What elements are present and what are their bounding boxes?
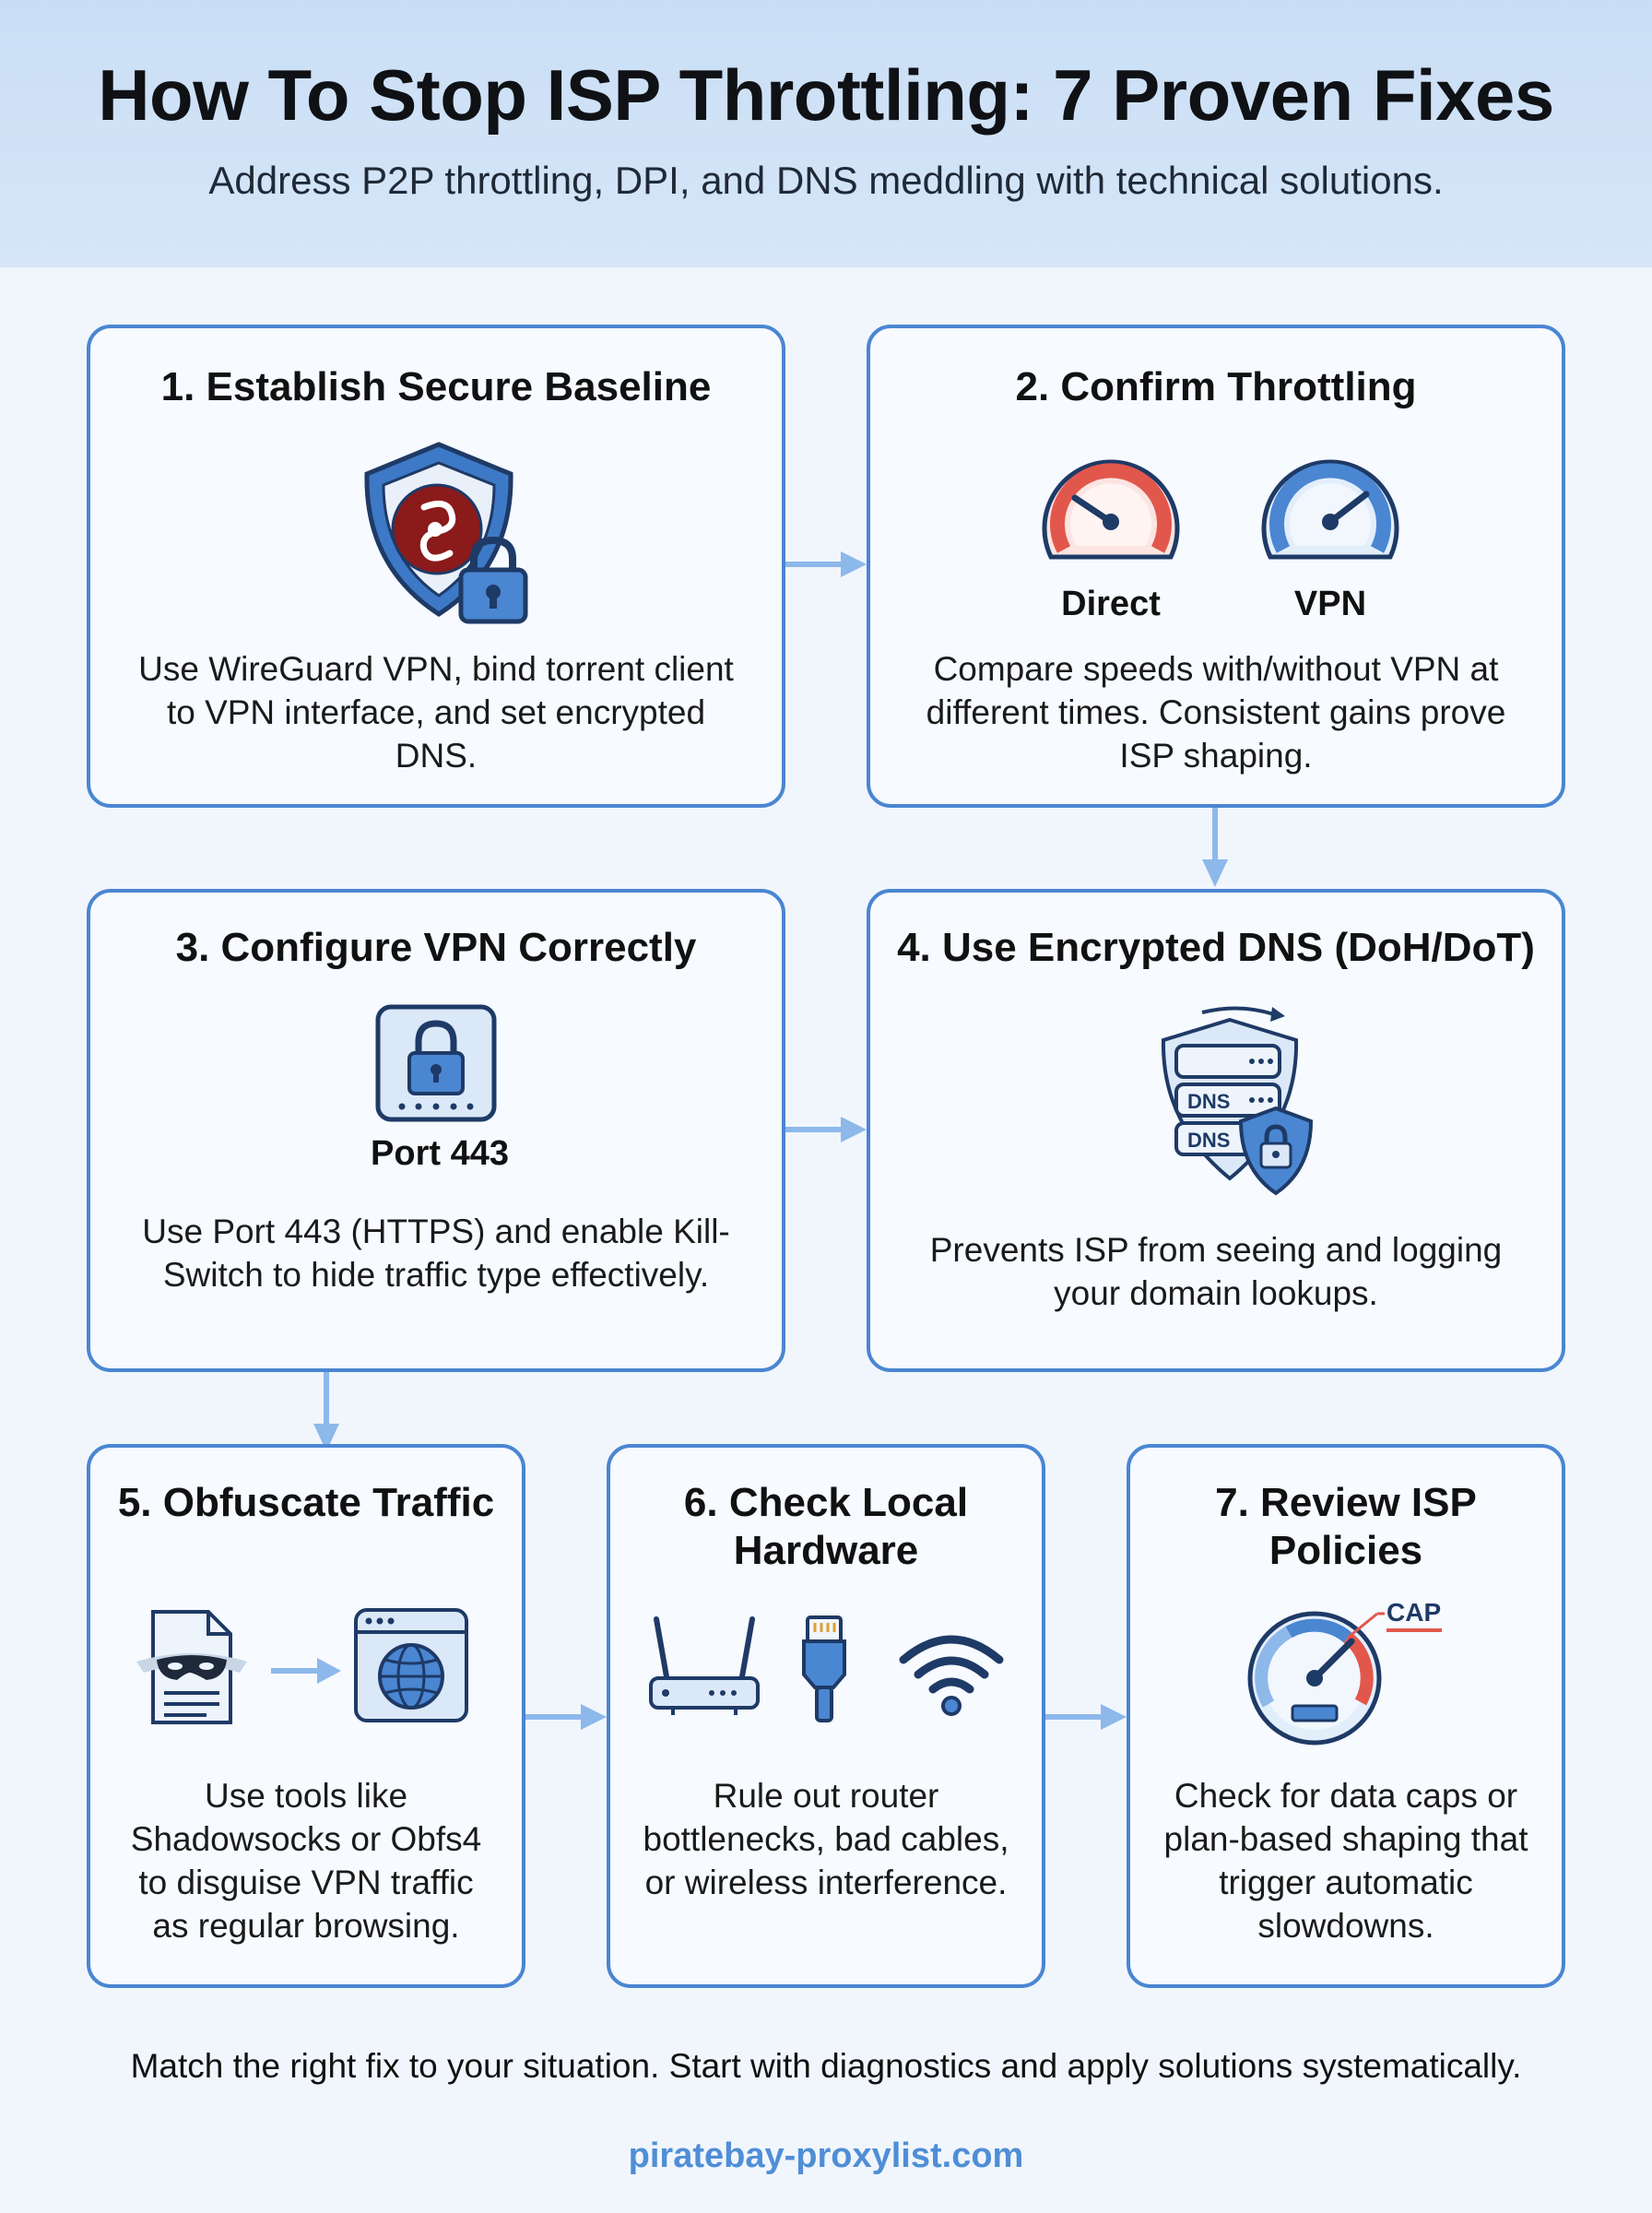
locked-port-icon bbox=[374, 1003, 498, 1123]
step-4-description: Prevents ISP from seeing and logging your domain lookups. bbox=[929, 1231, 1503, 1312]
step-3-description: Use Port 443 (HTTPS) and enable Kill-Switch to hide traffic type effectively. bbox=[142, 1213, 730, 1294]
step-1-description: Use WireGuard VPN, bind torrent client to VPN interface, and set encrypted DNS. bbox=[138, 650, 734, 775]
ethernet-cable-icon bbox=[796, 1614, 852, 1724]
step-card-2 bbox=[867, 325, 1565, 808]
step-6-description: Rule out router bottlenecks, bad cables, or wireless interference. bbox=[643, 1777, 1009, 1901]
padlock-icon bbox=[455, 533, 531, 625]
step-7-description: Check for data caps or plan-based shaping that trigger automatic slowdowns. bbox=[1163, 1777, 1528, 1945]
step-card-4 bbox=[867, 889, 1565, 1372]
footer-note: Match the right fix to your situation. Start with diagnostics and apply solutions systematically. bbox=[130, 2047, 1522, 2085]
gauge-label-direct: Direct bbox=[1061, 585, 1161, 623]
gauge-label-vpn: VPN bbox=[1293, 585, 1367, 623]
step-7-title-line-1: 7. Review ISP bbox=[1215, 1480, 1477, 1525]
router-icon bbox=[647, 1614, 761, 1717]
arrow-right-icon bbox=[269, 1652, 343, 1689]
dns-label-1: DNS bbox=[1187, 1090, 1231, 1113]
step-2-description: Compare speeds with/without VPN at different times. Consistent gains prove ISP shaping. bbox=[926, 650, 1506, 775]
step-6-title-line-2: Hardware bbox=[733, 1528, 919, 1573]
page-subtitle: Address P2P throttling, DPI, and DNS meddling with technical solutions. bbox=[208, 159, 1444, 202]
cap-label: CAP bbox=[1386, 1598, 1442, 1627]
masked-document-icon bbox=[136, 1608, 247, 1728]
wifi-icon bbox=[896, 1628, 1007, 1721]
header-banner bbox=[0, 0, 1652, 267]
step-card-5 bbox=[87, 1444, 525, 1988]
dns-label-2: DNS bbox=[1187, 1129, 1231, 1152]
arrow-step3-to-step4 bbox=[785, 1111, 868, 1148]
step-6-title-line-1: 6. Check Local bbox=[683, 1480, 969, 1525]
step-1-title: 1. Establish Secure Baseline bbox=[160, 364, 712, 409]
step-5-title: 5. Obfuscate Traffic bbox=[117, 1480, 495, 1525]
step-3-title: 3. Configure VPN Correctly bbox=[175, 925, 697, 970]
padlock-shield-icon bbox=[1237, 1105, 1315, 1197]
globe-browser-icon bbox=[352, 1606, 470, 1724]
step-7-title-line-2: Policies bbox=[1268, 1528, 1423, 1573]
arrow-step5-to-step6 bbox=[525, 1698, 608, 1735]
page-title: How To Stop ISP Throttling: 7 Proven Fixes bbox=[98, 54, 1554, 136]
arrow-step6-to-step7 bbox=[1045, 1698, 1128, 1735]
step-card-3 bbox=[87, 889, 785, 1372]
port-443-label: Port 443 bbox=[371, 1134, 509, 1173]
step-5-description: Use tools like Shadowsocks or Obfs4 to disguise VPN traffic as regular browsing. bbox=[130, 1777, 482, 1945]
arrow-step3-to-step5 bbox=[308, 1372, 345, 1455]
footer-website-link[interactable]: piratebay-proxylist.com bbox=[628, 2136, 1024, 2175]
data-cap-gauge-icon bbox=[1248, 1598, 1469, 1748]
step-card-7 bbox=[1127, 1444, 1565, 1988]
arrow-step2-to-step4 bbox=[1197, 808, 1233, 891]
step-card-6 bbox=[607, 1444, 1045, 1988]
step-card-1 bbox=[87, 325, 785, 808]
step-2-title: 2. Confirm Throttling bbox=[1015, 364, 1417, 409]
step-4-title: 4. Use Encrypted DNS (DoH/DoT) bbox=[897, 925, 1535, 970]
arrow-step1-to-step2 bbox=[785, 546, 868, 583]
speedometer-slow-icon bbox=[1032, 437, 1189, 566]
speedometer-fast-icon bbox=[1252, 437, 1409, 566]
